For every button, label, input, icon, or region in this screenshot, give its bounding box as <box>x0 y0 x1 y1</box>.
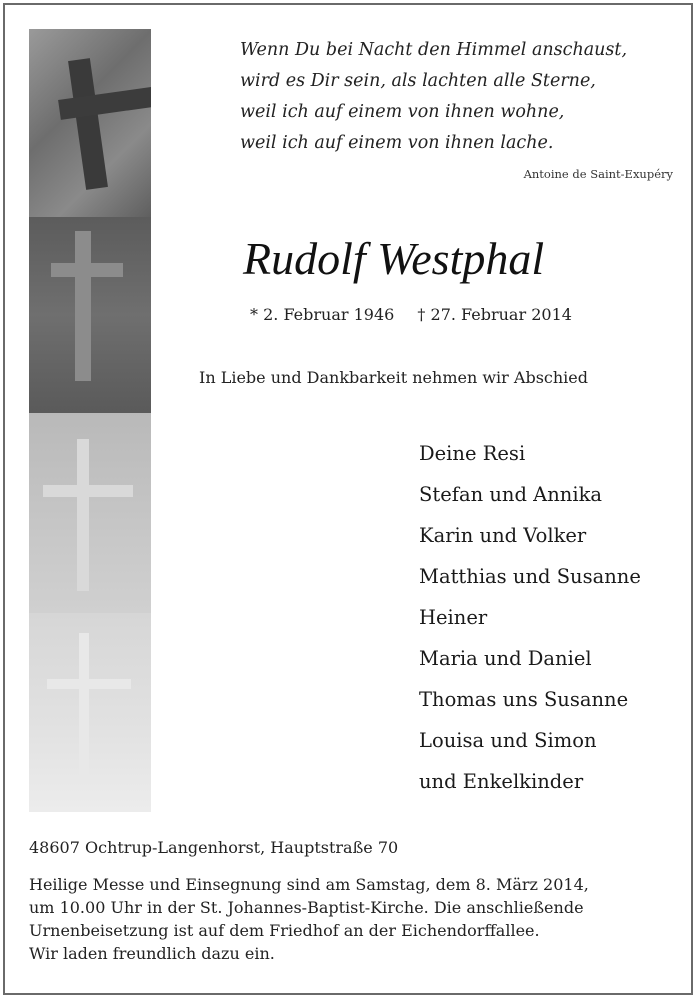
deceased-name: Rudolf Westphal <box>243 233 545 284</box>
quote-line: weil ich auf einem von ihnen lache. <box>240 133 554 153</box>
cross-photo-4 <box>29 613 151 812</box>
cross-photo-strip <box>29 29 151 812</box>
cross-photo-1 <box>29 29 151 217</box>
cross-photo-3 <box>29 413 151 613</box>
cross-photo-2 <box>29 217 151 413</box>
quote-line: Wenn Du bei Nacht den Himmel anschaust, <box>240 40 628 60</box>
family-address: 48607 Ochtrup-Langenhorst, Hauptstraße 70 <box>29 838 399 857</box>
birth-date: * 2. Februar 1946 <box>250 305 395 324</box>
farewell-line: In Liebe und Dankbarkeit nehmen wir Abschied <box>199 368 589 387</box>
quote-block <box>240 35 660 159</box>
mourner-item: Stefan und Annika <box>419 483 603 506</box>
cross-icon <box>79 633 89 783</box>
mourner-item: Karin und Volker <box>419 524 587 547</box>
cross-icon <box>68 58 108 190</box>
mourner-item: Maria und Daniel <box>419 647 592 670</box>
mourner-item: Louisa und Simon <box>419 729 597 752</box>
service-line: um 10.00 Uhr in der St. Johannes-Baptist-Kirche. Die anschließende <box>29 898 584 917</box>
service-line: Heilige Messe und Einsegnung sind am Samstag, dem 8. März 2014, <box>29 875 589 894</box>
quote-line: wird es Dir sein, als lachten alle Sterne, <box>240 71 596 91</box>
cross-icon <box>77 439 89 591</box>
quote-line: weil ich auf einem von ihnen wohne, <box>240 102 565 122</box>
mourner-item: Matthias und Susanne <box>419 565 641 588</box>
cross-icon-arm <box>47 679 131 689</box>
service-info <box>29 873 679 965</box>
service-line: Wir laden freundlich dazu ein. <box>29 944 275 963</box>
cross-icon-arm <box>43 485 133 497</box>
mourners-list <box>419 433 641 802</box>
death-date: † 27. Februar 2014 <box>417 305 572 324</box>
cross-icon-arm <box>51 263 123 277</box>
mourner-item: und Enkelkinder <box>419 770 584 793</box>
mourner-item: Deine Resi <box>419 442 526 465</box>
service-line: Urnenbeisetzung ist auf dem Friedhof an der Eichendorffallee. <box>29 921 540 940</box>
mourner-item: Thomas uns Susanne <box>419 688 629 711</box>
cross-icon <box>75 231 91 381</box>
quote-author: Antoine de Saint-Exupéry <box>523 167 673 181</box>
mourner-item: Heiner <box>419 606 488 629</box>
life-dates <box>250 305 572 324</box>
obituary-frame <box>3 3 693 995</box>
